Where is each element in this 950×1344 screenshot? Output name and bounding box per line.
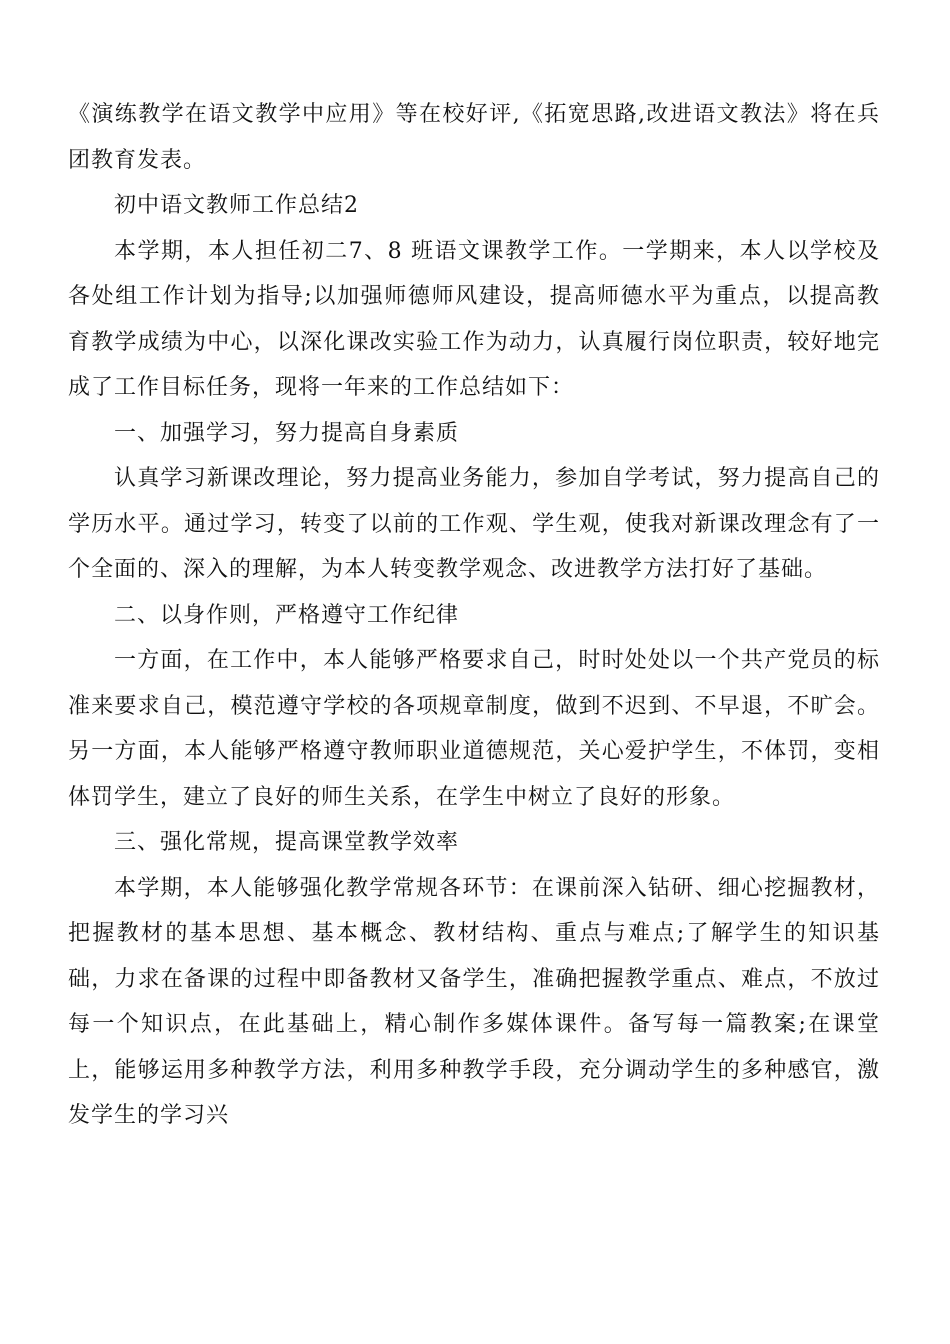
section-heading-2: 二、以身作则，严格遵守工作纪律 xyxy=(114,602,460,628)
paragraph-continuation: 《演练教学在语文教学中应用》等在校好评,《拓宽思路,改进语文教法》将在兵团教育发表。 xyxy=(68,102,880,173)
paragraph-body-3: 本学期，本人能够强化教学常规各环节：在课前深入钻研、细心挖掘教材，把握教材的基本思想、基本概念、教材结构、重点与难点;了解学生的知识基础，力求在备课的过程中即备教材又备学生，准确把握教学重点、难点，不放过每一个知识点，在此基础上，精心制作多媒体课件。备写每一篇教案;在课堂上，能够运用多种教学方法，利用多种教学手段，充分调动学生的多种感官，激发学生的学习兴 xyxy=(68,875,880,1128)
document-body xyxy=(68,92,880,1139)
paragraph-body-1: 认真学习新课改理论，努力提高业务能力，参加自学考试，努力提高自己的学历水平。通过学习，转变了以前的工作观、学生观，使我对新课改理念有了一个全面的、深入的理解，为本人转变教学观念、改进教学方法打好了基础。 xyxy=(68,466,880,582)
section-heading-1: 一、加强学习，努力提高自身素质 xyxy=(114,420,460,446)
paragraph-intro: 本学期，本人担任初二7、8 班语文课教学工作。一学期来，本人以学校及各处组工作计划为指导;以加强师德师风建设，提高师德水平为重点，以提高教育教学成绩为中心，以深化课改实验工作为动力，认真履行岗位职责，较好地完成了工作目标任务，现将一年来的工作总结如下： xyxy=(68,238,880,400)
paragraph-body-2: 一方面，在工作中，本人能够严格要求自己，时时处处以一个共产党员的标准来要求自己，模范遵守学校的各项规章制度，做到不迟到、不早退，不旷会。另一方面，本人能够严格遵守教师职业道德规范，关心爱护学生，不体罚，变相体罚学生，建立了良好的师生关系，在学生中树立了良好的形象。 xyxy=(68,648,880,810)
section-heading-3: 三、强化常规，提高课堂教学效率 xyxy=(114,830,460,855)
section-title: 初中语文教师工作总结2 xyxy=(114,193,359,218)
